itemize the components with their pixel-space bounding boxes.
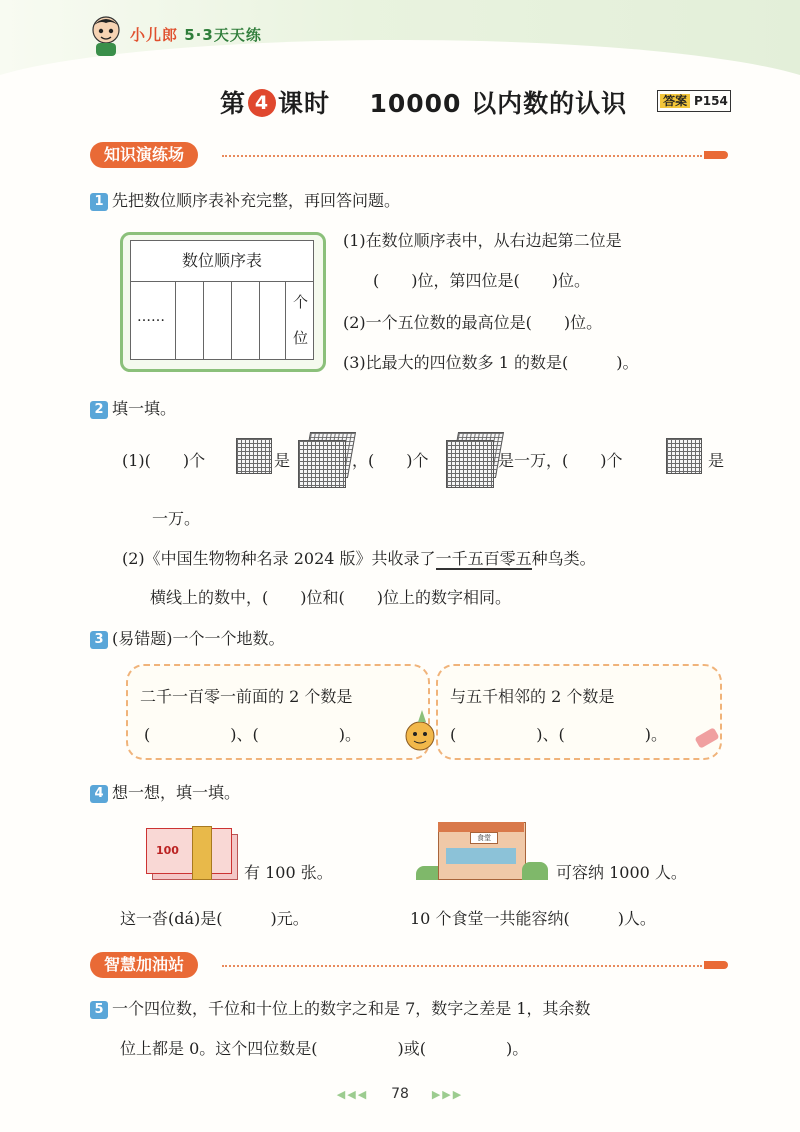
hundred-flat-icon (236, 438, 272, 474)
banknote-value: 100 (156, 844, 179, 857)
table-col-line (259, 281, 260, 359)
table-col-line (231, 281, 232, 359)
q5-text-1: 一个四位数，千位和十位上的数字之和是 7，数字之差是 1，其余数 (112, 999, 591, 1018)
q1-text: 先把数位顺序表补充完整，再回答问题。 (112, 191, 401, 210)
hundred-flat-icon (666, 438, 702, 474)
canteen-sign: 食堂 (470, 832, 498, 844)
q2-p1-f: 一万。 (152, 509, 201, 528)
q1-sub2: (2)一个五位数的最高位是( )位。 (343, 313, 603, 332)
q5-line2: 位上都是 0。这个四位数是( )或( )。 (120, 1039, 529, 1058)
table-col-line (285, 281, 286, 359)
q1-sub1a: (1)在数位顺序表中，从右边起第二位是 (343, 231, 622, 250)
table-cell-ge: 个 (293, 293, 309, 311)
brand-text (130, 24, 262, 45)
q3-left-b: ( )、( )。 (144, 725, 361, 744)
q4-left-question: 这一沓(dá)是( )元。 (120, 909, 309, 928)
footer-left-arrows: ◀◀◀ (336, 1088, 369, 1101)
q3-right-b: ( )、( )。 (450, 725, 667, 744)
pencil-icon (704, 151, 728, 159)
q2-p2-underlined: 一千五百零五 (435, 549, 532, 568)
q2-number: 2 (90, 401, 108, 419)
q2-p1-b: 是 (274, 451, 291, 470)
section-practice: 知识演练场 (90, 142, 198, 168)
banknote-stack-icon (146, 826, 238, 880)
page-footer (0, 1086, 800, 1102)
q2-p2-b: 种鸟类。 (531, 549, 596, 568)
q4-prompt (90, 780, 240, 803)
tiger-icon (400, 706, 440, 758)
table-title: 数位顺序表 (131, 241, 313, 282)
q3-prompt (90, 626, 285, 649)
q2-p1-c: ，( )个 (352, 451, 429, 470)
q3-right-a: 与五千相邻的 2 个数是 (450, 687, 615, 706)
footer-right-arrows: ▶▶▶ (431, 1088, 464, 1101)
q5-number: 5 (90, 1001, 108, 1019)
answer-page: P154 (694, 94, 728, 108)
q2-text: 填一填。 (112, 399, 177, 418)
brand-suffix: 5·3天天练 (184, 26, 262, 44)
q2-p2-a: (2)《中国生物物种名录 2024 版》共收录了 (122, 549, 436, 568)
lesson-number: 4 (248, 89, 276, 117)
table-cell-wei: 位 (293, 329, 309, 347)
q4-money-text: 有 100 张。 (244, 863, 333, 882)
lesson-suffix: 课时 (278, 89, 331, 118)
q2-prompt (90, 396, 176, 419)
q3-text: (易错题)一个一个地数。 (112, 629, 285, 648)
q3-number: 3 (90, 631, 108, 649)
lesson-prefix: 第 (220, 89, 247, 118)
place-value-table (130, 240, 314, 360)
q2-p2-line1 (122, 546, 596, 569)
brand-name: 小儿郎 (130, 26, 179, 44)
pencil-icon (704, 961, 728, 969)
q3-right-bubble (436, 664, 722, 760)
lesson-title (220, 84, 627, 120)
page-number: 78 (391, 1086, 409, 1102)
q1-sub3: (3)比最大的四位数多 1 的数是( )。 (343, 353, 639, 372)
q1-prompt (90, 188, 400, 211)
table-col-line (175, 281, 176, 359)
q2-p1-d: 是一万，( )个 (498, 451, 623, 470)
q2-p2-line2: 横线上的数中，( )位和( )位上的数字相同。 (150, 588, 511, 607)
q3-left-bubble (126, 664, 430, 760)
lesson-name: 10000 以内数的认识 (369, 89, 628, 118)
q4-right-question: 10 个食堂一共能容纳( )人。 (410, 909, 656, 928)
mascot-icon (86, 14, 126, 58)
table-col-line (203, 281, 204, 359)
section-divider (222, 155, 702, 157)
q1-number: 1 (90, 193, 108, 211)
q2-p1-e: 是 (708, 451, 725, 470)
q2-p1-a: (1)( )个 (122, 451, 206, 470)
q4-number: 4 (90, 785, 108, 803)
section-divider (222, 965, 702, 967)
q3-left-a: 二千一百零一前面的 2 个数是 (140, 687, 353, 706)
table-dots: …… (137, 309, 165, 325)
section-bonus: 智慧加油站 (90, 952, 198, 978)
answer-ref (657, 90, 731, 112)
answer-label: 答案 (660, 94, 690, 108)
q1-sub1b: ( )位，第四位是( )位。 (373, 271, 590, 290)
q5-line1 (90, 996, 591, 1019)
q4-text: 想一想，填一填。 (112, 783, 241, 802)
q4-canteen-text: 可容纳 1000 人。 (556, 863, 687, 882)
canteen-building-icon (410, 816, 550, 880)
